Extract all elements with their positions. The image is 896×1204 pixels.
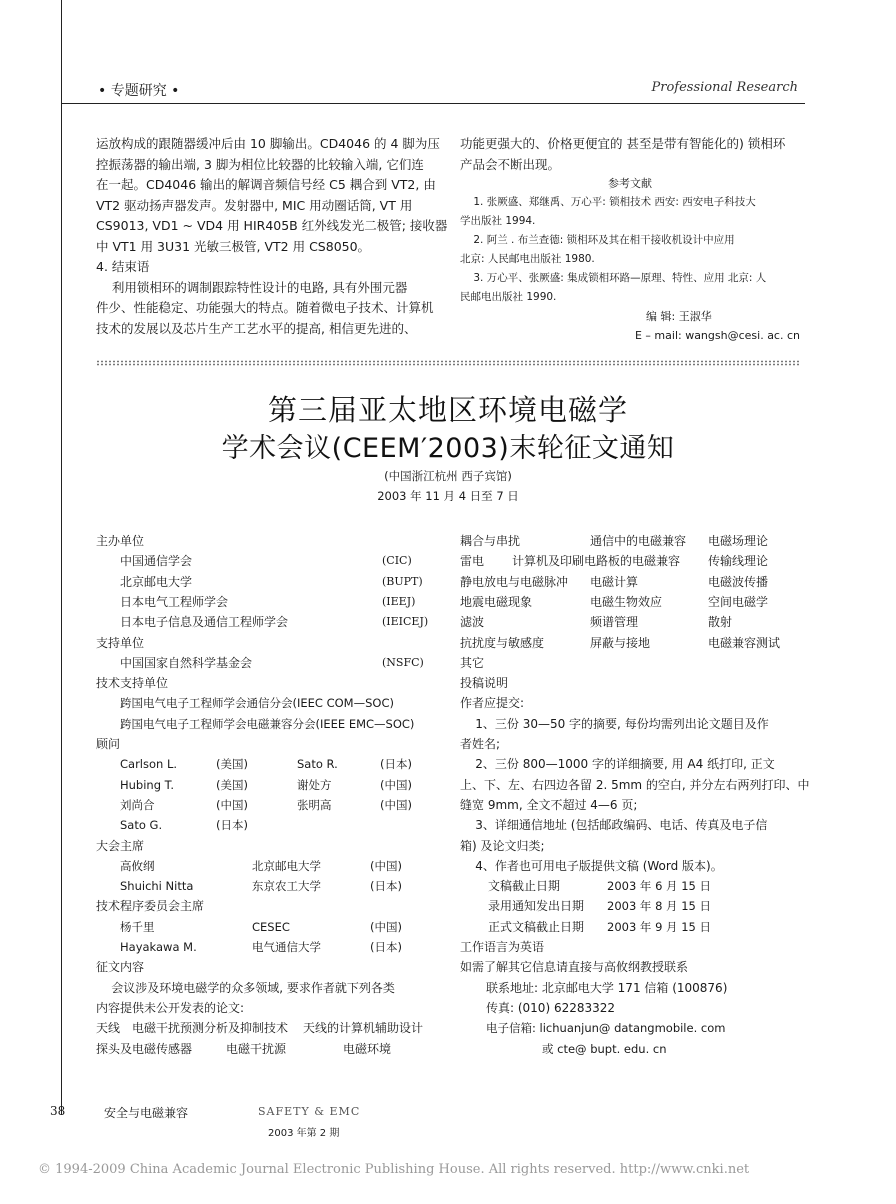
deadline-label: 录用通知发出日期 bbox=[488, 899, 585, 914]
advisors-heading: 顾问 bbox=[96, 737, 121, 751]
reference-line: 北京: 人民邮电出版社 1980. bbox=[460, 253, 595, 265]
advisor-cell: (中国) bbox=[380, 777, 412, 792]
notice-title-line2: 学术会议(CEEM′2003)末轮征文通知 bbox=[221, 433, 675, 464]
body-text-line: 4. 结束语 bbox=[96, 259, 150, 274]
topic-item: 耦合与串扰 bbox=[460, 534, 521, 548]
program-chair-cell: 电气通信大学 bbox=[252, 940, 321, 954]
language-line: 工作语言为英语 bbox=[460, 940, 545, 954]
notice-title-line1: 第三届亚太地区环境电磁学 bbox=[267, 393, 628, 427]
topic-item: 屏蔽与接地 bbox=[590, 635, 651, 650]
submission-item: 缝宽 9mm, 全文不超过 4—6 页; bbox=[460, 797, 638, 812]
topic-item: 电磁场理论 bbox=[708, 534, 769, 548]
organizers-heading: 主办单位 bbox=[96, 534, 145, 548]
topics-intro: 内容提供未公开发表的论文: bbox=[96, 1000, 245, 1015]
tech-support-heading: 技术支持单位 bbox=[96, 676, 169, 691]
submission-item: 者姓名; bbox=[460, 737, 501, 751]
authors-line: 作者应提交: bbox=[460, 696, 525, 711]
body-text-line: 中 VT1 用 3U31 光敏三极管, VT2 用 CS8050。 bbox=[96, 238, 371, 254]
advisor-cell: (美国) bbox=[216, 757, 248, 772]
body-text-line: 运放构成的跟随器缓冲后由 10 脚输出。CD4046 的 4 脚为压 bbox=[96, 136, 440, 151]
submission-heading: 投稿说明 bbox=[460, 676, 509, 691]
submission-item: 上、下、左、右四边各留 2. 5mm 的空白, 并分左右两列打印、中 bbox=[460, 777, 810, 792]
topic-item: 天线 bbox=[96, 1021, 121, 1036]
organizer-name: 日本电气工程师学会 bbox=[120, 594, 229, 609]
left-column-top bbox=[96, 134, 448, 339]
advisor-cell: Hubing T. bbox=[120, 777, 174, 792]
topic-item: 传输线理论 bbox=[708, 554, 769, 569]
advisor-cell: 张明高 bbox=[297, 797, 332, 812]
reference-line: 学出版社 1994. bbox=[460, 215, 536, 227]
right-column-top bbox=[460, 134, 800, 345]
topic-item: 电磁干扰预测分析及抑制技术 bbox=[132, 1021, 289, 1036]
contact-fax: 传真: (010) 62283322 bbox=[486, 1000, 616, 1015]
advisor-cell: Carlson L. bbox=[120, 757, 178, 772]
section-label: • 专题研究 • bbox=[98, 83, 180, 99]
topic-item: 天线的计算机辅助设计 bbox=[303, 1021, 424, 1036]
topic-item: 静电放电与电磁脉冲 bbox=[460, 574, 569, 589]
reference-line: 2. 阿兰 . 布兰查德: 锁相环及其在相干接收机设计中应用 bbox=[460, 234, 735, 246]
issue-label: 2003 年第 2 期 bbox=[268, 1128, 340, 1139]
section-label-en: Professional Research bbox=[651, 80, 798, 95]
advisor-cell: Sato R. bbox=[297, 757, 338, 772]
program-chair-cell: CESEC bbox=[252, 919, 290, 934]
tech-support-org: 跨国电气电子工程师学会电磁兼容分会(IEEE EMC—SOC) bbox=[120, 716, 415, 731]
organizer-name: 中国通信学会 bbox=[120, 554, 193, 569]
program-chairs-heading: 技术程序委员会主席 bbox=[96, 899, 205, 914]
organizer-abbr: (IEICEJ) bbox=[382, 615, 429, 629]
reference-line: 1. 张厥盛、郑继禹、万心平: 锁相技术 西安: 西安电子科技大 bbox=[460, 196, 756, 208]
program-chair-cell: Hayakawa M. bbox=[120, 940, 197, 954]
advisor-cell: (日本) bbox=[380, 757, 412, 772]
body-text-line: VT2 驱动扬声器发声。发射器中, MIC 用动圈话筒, VT 用 bbox=[96, 197, 413, 213]
topic-item: 探头及电磁传感器 bbox=[96, 1041, 193, 1056]
topic-item: 抗扰度与敏感度 bbox=[460, 635, 545, 650]
supporter-abbr: (NSFC) bbox=[382, 655, 424, 669]
deadline-label: 文稿截止日期 bbox=[488, 879, 561, 894]
editor-line: 编 辑: 王淑华 bbox=[646, 310, 712, 323]
contact-intro: 如需了解其它信息请直接与高攸纲教授联系 bbox=[460, 960, 689, 975]
topic-item: 电磁干扰源 bbox=[226, 1041, 287, 1056]
deadline-date: 2003 年 6 月 15 日 bbox=[607, 879, 711, 894]
organizer-abbr: (IEEJ) bbox=[382, 594, 416, 608]
organizer-name: 北京邮电大学 bbox=[120, 574, 193, 589]
topic-item: 电磁波传播 bbox=[708, 574, 769, 589]
chair-cell: (日本) bbox=[370, 879, 402, 894]
contact-email: 电子信箱: lichuanjun@ datangmobile. com bbox=[486, 1021, 726, 1036]
program-chair-cell: (日本) bbox=[370, 940, 402, 954]
advisor-cell: Sato G. bbox=[120, 818, 163, 833]
advisor-cell: (日本) bbox=[216, 818, 248, 833]
topic-item: 滤波 bbox=[460, 615, 485, 630]
advisor-cell: (美国) bbox=[216, 777, 248, 792]
journal-name-en: SAFETY & EMC bbox=[258, 1105, 361, 1118]
topic-item: 电磁环境 bbox=[343, 1041, 392, 1056]
page-number: 38 bbox=[50, 1104, 66, 1118]
organizer-abbr: (BUPT) bbox=[382, 574, 423, 588]
topic-item: 电磁兼容测试 bbox=[708, 635, 781, 650]
submission-item: 4、作者也可用电子版提供文稿 (Word 版本)。 bbox=[460, 858, 723, 873]
contact-email-alt: 或 cte@ bupt. edu. cn bbox=[542, 1041, 667, 1056]
body-text-line: 功能更强大的、价格更便宜的 甚至是带有智能化的) 锁相环 bbox=[460, 136, 786, 151]
chair-cell: (中国) bbox=[370, 858, 402, 873]
submission-item: 箱) 及论文归类; bbox=[460, 838, 545, 853]
contact-address: 联系地址: 北京邮电大学 171 信箱 (100876) bbox=[486, 980, 728, 995]
left-margin-rule bbox=[61, 0, 62, 1115]
topic-item: 散射 bbox=[708, 615, 733, 630]
topic-item: 地震电磁现象 bbox=[460, 594, 533, 609]
header-rule bbox=[61, 103, 805, 104]
body-text-line: 利用锁相环的调制跟踪特性设计的电路, 具有外围元器 bbox=[96, 279, 408, 295]
topic-item: 空间电磁学 bbox=[708, 594, 769, 609]
topics-heading: 征文内容 bbox=[96, 960, 145, 975]
deadline-date: 2003 年 9 月 15 日 bbox=[607, 919, 711, 934]
supporter-name: 中国国家自然科学基金会 bbox=[120, 655, 253, 670]
body-text-line: 件少、性能稳定、功能强大的特点。随着微电子技术、计算机 bbox=[96, 300, 434, 315]
organizer-abbr: (CIC) bbox=[382, 554, 412, 568]
section-divider bbox=[96, 360, 800, 366]
notice-dates: 2003 年 11 月 4 日至 7 日 bbox=[377, 489, 519, 503]
topic-item: 雷电 bbox=[460, 554, 485, 569]
editor-email: E – mail: wangsh@cesi. ac. cn bbox=[634, 329, 800, 342]
chair-cell: 北京邮电大学 bbox=[252, 858, 321, 873]
body-text-line: CS9013, VD1 ~ VD4 用 HIR405B 红外线发光二极管; 接收器 bbox=[96, 218, 448, 233]
deadline-label: 正式文稿截止日期 bbox=[488, 919, 585, 934]
topic-item: 通信中的电磁兼容 bbox=[590, 534, 687, 548]
program-chair-cell: 杨千里 bbox=[120, 919, 155, 934]
advisor-cell: 刘尚合 bbox=[120, 797, 155, 812]
chair-cell: 高攸纲 bbox=[120, 858, 155, 873]
advisor-cell: (中国) bbox=[380, 797, 412, 812]
journal-name-cn: 安全与电磁兼容 bbox=[104, 1106, 189, 1120]
references-title: 参考文献 bbox=[608, 177, 652, 190]
body-text-line: 在一起。CD4046 输出的解调音频信号经 C5 耦合到 VT2, 由 bbox=[96, 177, 436, 192]
chair-cell: Shuichi Nitta bbox=[120, 879, 194, 894]
organizer-name: 日本电子信息及通信工程师学会 bbox=[120, 615, 289, 630]
topics-intro: 会议涉及环境电磁学的众多领域, 要求作者就下列各类 bbox=[96, 980, 395, 995]
body-text-line: 技术的发展以及芯片生产工艺水平的提高, 相信更先进的、 bbox=[96, 320, 417, 336]
body-text-line: 产品会不断出现。 bbox=[460, 156, 561, 172]
submission-item: 2、三份 800—1000 字的详细摘要, 用 A4 纸打印, 正文 bbox=[460, 757, 775, 772]
body-text-line: 控振荡器的输出端, 3 脚为相位比较器的比较输入端, 它们连 bbox=[96, 156, 424, 172]
chairs-heading: 大会主席 bbox=[96, 838, 145, 853]
submission-item: 3、详细通信地址 (包括邮政编码、电话、传真及电子信 bbox=[460, 818, 768, 833]
topic-item: 电磁计算 bbox=[590, 574, 639, 589]
program-chair-cell: (中国) bbox=[370, 919, 402, 934]
topic-item: 计算机及印刷电路板的电磁兼容 bbox=[512, 554, 681, 569]
deadline-date: 2003 年 8 月 15 日 bbox=[607, 899, 711, 914]
reference-line: 民邮电出版社 1990. bbox=[460, 291, 557, 303]
reference-line: 3. 万心平、张厥盛: 集成锁相环路—原理、特性、应用 北京: 人 bbox=[460, 272, 767, 284]
copyright-notice: © 1994-2009 China Academic Journal Electronic Publishing House. All rights reserved. http://www.cnki.net bbox=[38, 1162, 750, 1177]
advisor-cell: (中国) bbox=[216, 797, 248, 812]
tech-support-org: 跨国电气电子工程师学会通信分会(IEEC COM—SOC) bbox=[120, 696, 394, 711]
topic-item: 电磁生物效应 bbox=[590, 594, 663, 609]
advisor-cell: 谢处方 bbox=[297, 777, 332, 792]
chair-cell: 东京农工大学 bbox=[252, 879, 321, 894]
topic-other: 其它 bbox=[460, 655, 485, 670]
submission-item: 1、三份 30—50 字的摘要, 每份均需列出论文题目及作 bbox=[460, 716, 769, 731]
supporters-heading: 支持单位 bbox=[96, 635, 145, 650]
topic-item: 频谱管理 bbox=[590, 615, 639, 630]
notice-location: (中国浙江杭州 西子宾馆) bbox=[384, 469, 512, 483]
